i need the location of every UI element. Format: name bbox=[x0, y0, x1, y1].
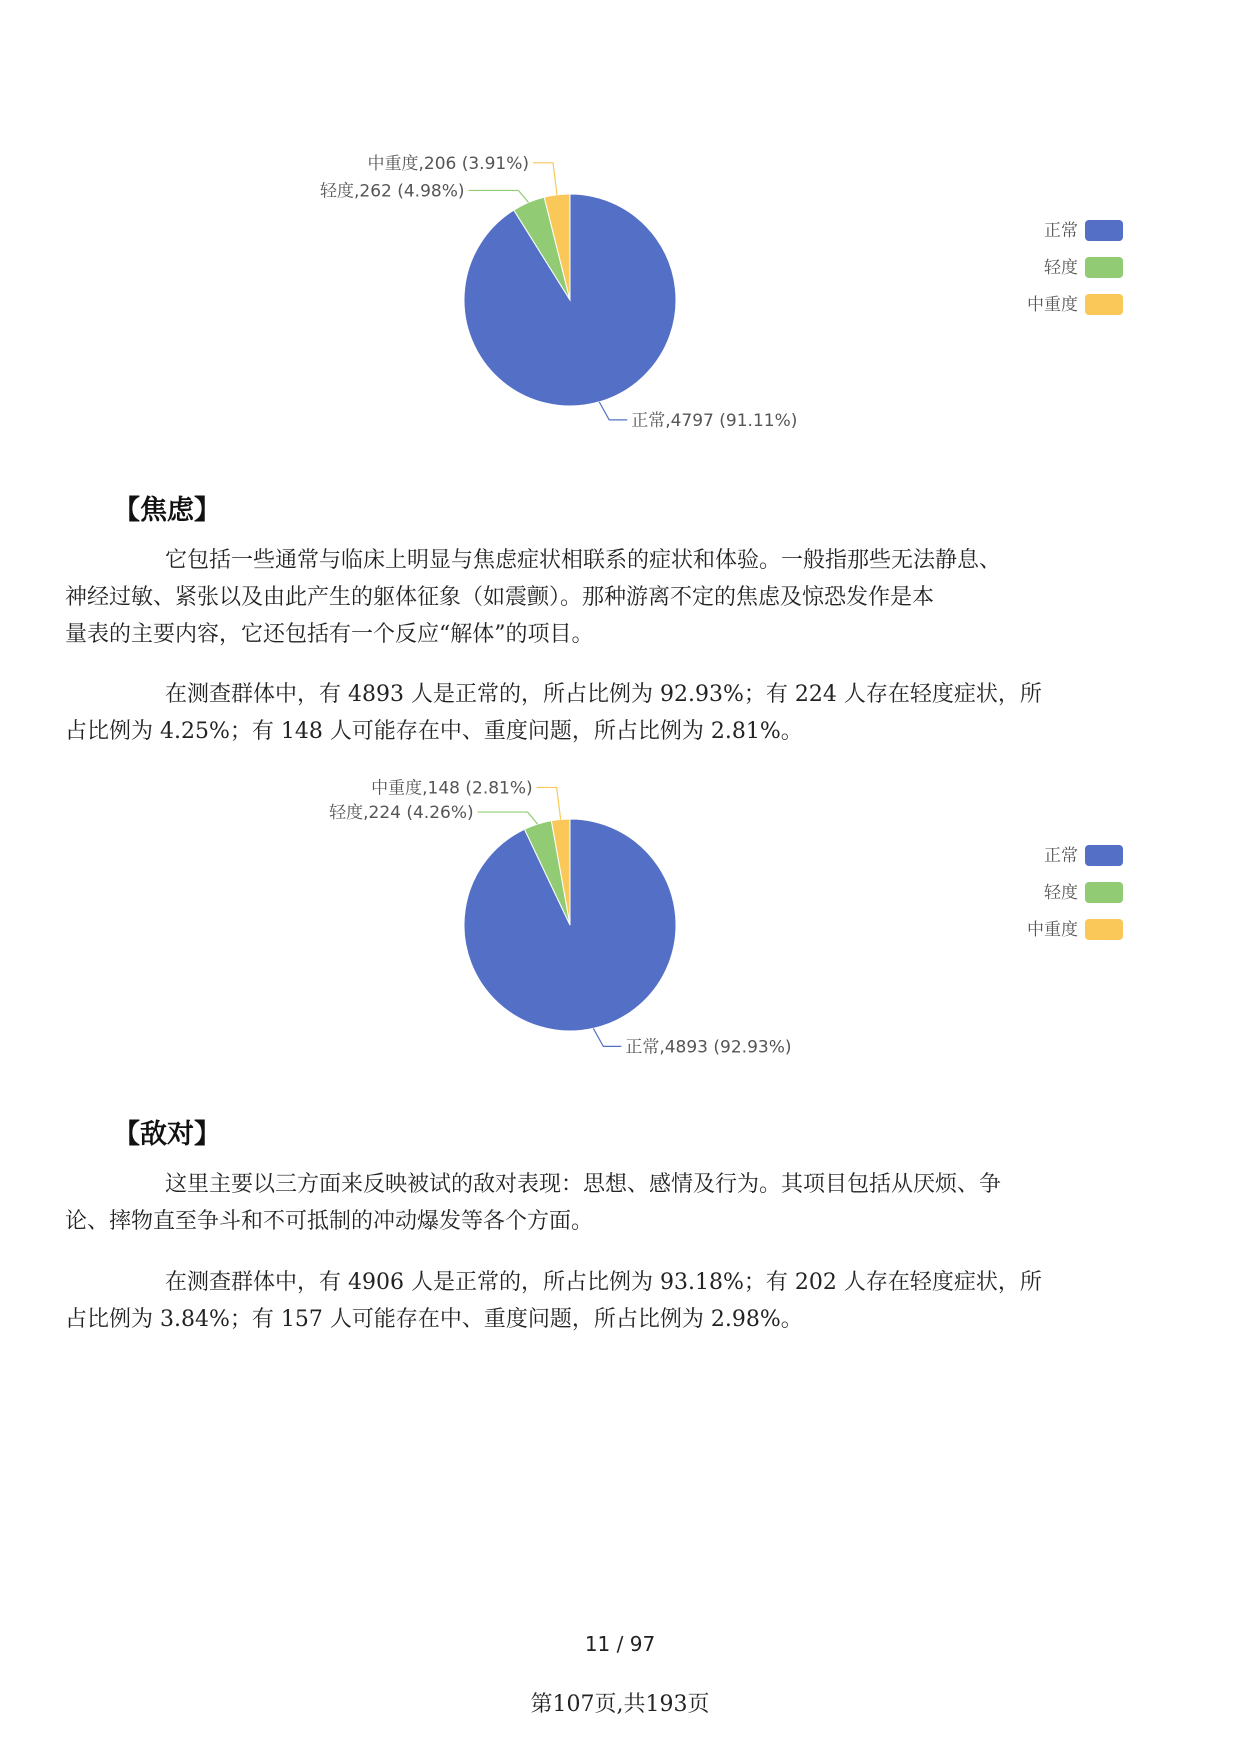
leader-line-2 bbox=[478, 812, 538, 824]
leader-line-1 bbox=[599, 402, 627, 420]
legend-label-1: 正常 bbox=[1044, 846, 1078, 866]
paragraph-anxiety-description bbox=[65, 542, 1125, 653]
slice-label-2: 轻度,224 (4.26%) bbox=[329, 803, 474, 824]
para-line: 这里主要以三方面来反映被试的敌对表现：思想、感情及行为。其项目包括从厌烦、争 bbox=[165, 1172, 1002, 1197]
leader-line-2 bbox=[469, 190, 529, 202]
slice-label-1: 正常,4797 (91.11%) bbox=[631, 410, 798, 431]
legend-swatch-3 bbox=[1085, 919, 1123, 940]
page-total: 第107页,共193页 bbox=[530, 1692, 710, 1717]
legend-label-3: 中重度 bbox=[1027, 920, 1078, 940]
para-line: 论、摔物直至争斗和不可抵制的冲动爆发等各个方面。 bbox=[65, 1209, 594, 1234]
page-number: 11 / 97 bbox=[584, 1632, 656, 1656]
pie-chart-1 bbox=[0, 150, 1240, 450]
pie-chart-1-svg bbox=[0, 150, 1240, 450]
paragraph-anxiety-stats bbox=[65, 676, 1125, 750]
slice-label-2: 轻度,262 (4.98%) bbox=[319, 181, 465, 202]
para-line: 占比例为 3.84%；有 157 人可能存在中、重度问题，所占比例为 2.98%。 bbox=[65, 1307, 803, 1332]
para-line: 在测查群体中，有 4906 人是正常的，所占比例为 93.18%；有 202 人存在轻度症状，所 bbox=[165, 1270, 1042, 1295]
leader-line-3 bbox=[533, 163, 557, 195]
paragraph-hostility-description bbox=[65, 1166, 1125, 1240]
slice-label-1: 正常,4893 (92.93%) bbox=[625, 1037, 792, 1058]
section-title-anxiety: 【焦虑】 bbox=[113, 495, 221, 526]
legend-swatch-3 bbox=[1085, 294, 1123, 315]
slice-label-3: 中重度,148 (2.81%) bbox=[371, 778, 533, 799]
legend-label-2: 轻度 bbox=[1044, 258, 1078, 278]
legend-swatch-2 bbox=[1085, 257, 1123, 278]
legend-label-3: 中重度 bbox=[1027, 295, 1078, 315]
paragraph-hostility-stats bbox=[65, 1264, 1125, 1338]
slice-label-3: 中重度,206 (3.91%) bbox=[367, 153, 530, 174]
pie-chart-2 bbox=[0, 775, 1240, 1075]
para-line: 神经过敏、紧张以及由此产生的躯体征象（如震颤）。那种游离不定的焦虑及惊恐发作是本 bbox=[65, 585, 935, 610]
legend-label-2: 轻度 bbox=[1044, 883, 1078, 903]
legend-swatch-1 bbox=[1085, 220, 1123, 241]
leader-line-1 bbox=[593, 1028, 621, 1046]
para-line: 占比例为 4.25%；有 148 人可能存在中、重度问题，所占比例为 2.81%。 bbox=[65, 719, 803, 744]
legend-swatch-1 bbox=[1085, 845, 1123, 866]
legend-label-1: 正常 bbox=[1044, 221, 1078, 241]
legend-swatch-2 bbox=[1085, 882, 1123, 903]
pie-chart-2-svg bbox=[0, 775, 1240, 1075]
para-line: 在测查群体中，有 4893 人是正常的，所占比例为 92.93%；有 224 人存在轻度症状，所 bbox=[165, 682, 1042, 707]
para-line: 量表的主要内容，它还包括有一个反应“解体”的项目。 bbox=[65, 622, 594, 647]
leader-line-3 bbox=[537, 787, 561, 819]
section-title-hostility: 【敌对】 bbox=[113, 1119, 221, 1150]
para-line: 它包括一些通常与临床上明显与焦虑症状相联系的症状和体验。一般指那些无法静息、 bbox=[165, 548, 1002, 573]
